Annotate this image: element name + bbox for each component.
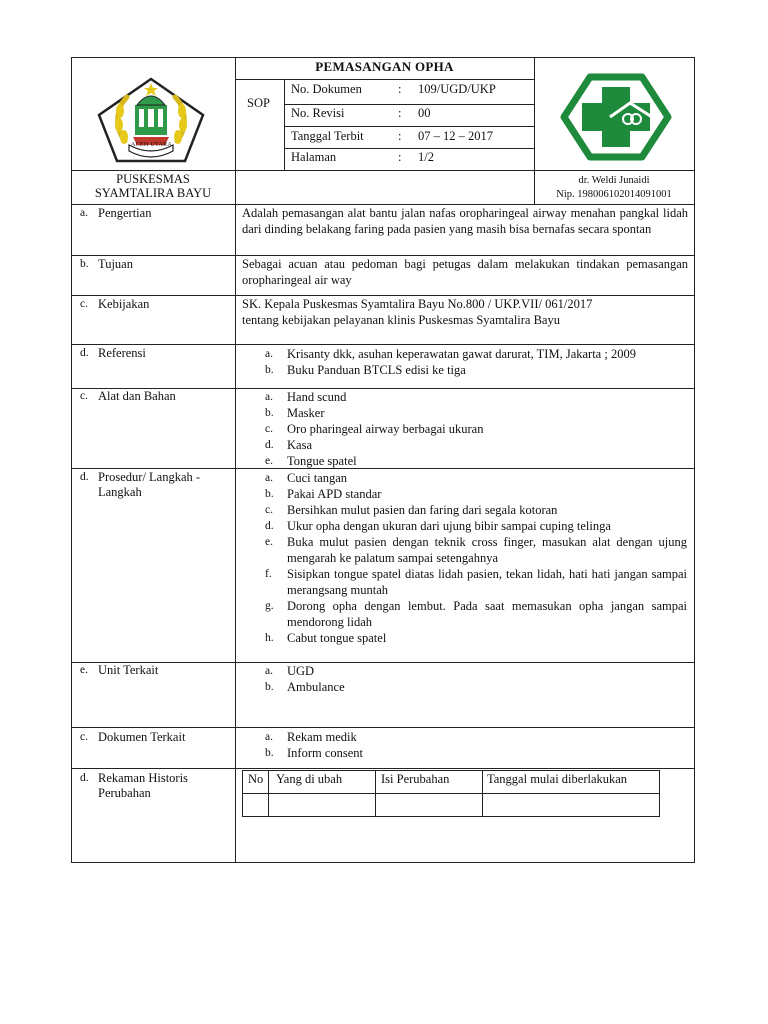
list-marker: g. (265, 600, 274, 612)
list-item (265, 405, 685, 421)
list-item (265, 745, 685, 761)
list-text: Kasa (287, 438, 312, 452)
list-text: Pakai APD standar (287, 487, 382, 501)
list-item (265, 502, 687, 518)
list-text: Sisipkan tongue spatel diatas lidah pasien, tekan lidah, hati hati jangan sampai merangsang muntah (287, 567, 687, 597)
section-label-kebijakan: Kebijakan (98, 297, 150, 311)
field-colon: : (398, 129, 402, 143)
sop-label: SOP (247, 96, 270, 110)
field-label-no-dokumen: No. Dokumen (291, 82, 362, 96)
list-item (265, 663, 685, 679)
referensi-list (265, 346, 685, 378)
field-label-no-revisi: No. Revisi (291, 106, 345, 120)
list-text: Rekam medik (287, 730, 357, 744)
list-marker: a. (265, 472, 273, 484)
puskesmas-logo (560, 73, 672, 161)
list-text: Dorong opha dengan lembut. Pada saat memasukan opha jangan sampai mendorong lidah (287, 599, 687, 629)
list-text: Krisanty dkk, asuhan keperawatan gawat darurat, TIM, Jakarta ; 2009 (287, 347, 636, 361)
kebijakan-line2: tentang kebijakan pelayanan klinis Puskesmas Syamtalira Bayu (242, 313, 560, 327)
section-marker: a. (80, 207, 88, 219)
list-item (265, 486, 687, 502)
list-text: Oro pharingeal airway berbagai ukuran (287, 422, 484, 436)
table-header-tanggal: Tanggal mulai diberlakukan (487, 772, 628, 786)
list-marker: b. (265, 364, 274, 376)
list-marker: f. (265, 568, 272, 580)
field-value-no-revisi: 00 (418, 106, 431, 120)
list-item (265, 389, 685, 405)
list-text: Inform consent (287, 746, 364, 760)
field-value-no-dokumen: 109/UGD/UKP (418, 82, 496, 96)
list-marker: a. (265, 665, 273, 677)
list-marker: d. (265, 520, 274, 532)
list-item (265, 346, 685, 362)
org-name-line2: SYAMTALIRA BAYU (94, 186, 212, 200)
list-marker: a. (265, 348, 273, 360)
section-label-dokumen-terkait: Dokumen Terkait (98, 730, 186, 744)
prosedur-list (265, 470, 687, 646)
tujuan-text: Sebagai acuan atau pedoman bagi petugas dalam melakukan tindakan pemasangan oropharingeal air way (242, 257, 688, 287)
field-colon: : (398, 150, 402, 164)
table-header-isi-perubahan: Isi Perubahan (381, 772, 450, 786)
section-label-unit-terkait: Unit Terkait (98, 663, 159, 677)
list-text: Ambulance (287, 680, 345, 694)
section-marker: c. (80, 390, 88, 402)
list-marker: b. (265, 488, 274, 500)
list-marker: e. (265, 536, 273, 548)
signatory-nip: Nip. 198006102014091001 (556, 189, 672, 200)
list-text: Hand scund (287, 390, 347, 404)
list-text: Cuci tangan (287, 471, 348, 485)
list-item (265, 421, 685, 437)
section-label-pengertian: Pengertian (98, 206, 152, 220)
list-text: Cabut tongue spatel (287, 631, 387, 645)
list-text: Bersihkan mulut pasien dan faring dari segala kotoran (287, 503, 558, 517)
list-item (265, 729, 685, 745)
list-text: Masker (287, 406, 325, 420)
field-value-halaman: 1/2 (418, 150, 434, 164)
section-label-referensi: Referensi (98, 346, 146, 360)
document-title: PEMASANGAN OPHA (315, 59, 454, 74)
list-marker: c. (265, 423, 273, 435)
table-header-yang-diubah: Yang di ubah (276, 772, 343, 786)
section-label-alat-dan-bahan: Alat dan Bahan (98, 389, 176, 403)
org-name-line1: PUSKESMAS (116, 172, 190, 186)
list-text: UGD (287, 664, 315, 678)
section-label-tujuan: Tujuan (98, 257, 133, 271)
list-item (265, 598, 687, 630)
aceh-utara-emblem (93, 75, 209, 165)
signatory-name: dr. Weldi Junaidi (578, 175, 650, 186)
list-marker: b. (265, 747, 274, 759)
list-item (265, 362, 685, 378)
list-item (265, 566, 687, 598)
list-marker: a. (265, 731, 273, 743)
field-colon: : (398, 82, 402, 96)
list-text: Ukur opha dengan ukuran dari ujung bibir sampai cuping telinga (287, 519, 611, 533)
section-marker: d. (80, 471, 89, 483)
field-value-tanggal-terbit: 07 – 12 – 2017 (418, 129, 493, 143)
dokumen-terkait-list (265, 729, 685, 761)
list-text: Buku Panduan BTCLS edisi ke tiga (287, 363, 466, 377)
field-colon: : (398, 106, 402, 120)
list-item (265, 630, 687, 646)
emblem-banner-text: ACEH UTARA (131, 142, 173, 148)
alat-list (265, 389, 685, 469)
list-marker: a. (265, 391, 273, 403)
pengertian-text: Adalah pemasangan alat bantu jalan nafas oropharingeal airway menahan pangkal lidah dari dinding belakang faring pada pasien yang masih bisa bernafas secara spontan (242, 206, 688, 236)
section-marker: c. (80, 731, 88, 743)
list-item (265, 679, 685, 695)
list-marker: b. (265, 681, 274, 693)
section-marker: e. (80, 664, 88, 676)
list-item (265, 453, 685, 469)
list-item (265, 518, 687, 534)
list-text: Tongue spatel (287, 454, 357, 468)
list-text: Buka mulut pasien dengan teknik cross finger, masukan alat dengan ujung mengarah ke palatum sampai setengahnya (287, 535, 687, 565)
list-marker: c. (265, 504, 273, 516)
section-marker: d. (80, 772, 89, 784)
kebijakan-line1: SK. Kepala Puskesmas Syamtalira Bayu No.800 / UKP.VII/ 061/2017 (242, 297, 593, 311)
field-label-tanggal-terbit: Tanggal Terbit (291, 129, 364, 143)
list-marker: b. (265, 407, 274, 419)
list-marker: e. (265, 455, 273, 467)
section-marker: b. (80, 258, 89, 270)
list-marker: d. (265, 439, 274, 451)
section-label-rekaman: Rekaman Historis Perubahan (98, 771, 188, 800)
unit-terkait-list (265, 663, 685, 695)
list-item (265, 437, 685, 453)
table-header-no: No (248, 772, 264, 786)
section-label-prosedur: Prosedur/ Langkah - Langkah (98, 470, 201, 499)
list-item (265, 534, 687, 566)
list-marker: h. (265, 632, 274, 644)
list-item (265, 470, 687, 486)
field-label-halaman: Halaman (291, 150, 337, 164)
section-marker: c. (80, 298, 88, 310)
section-marker: d. (80, 347, 89, 359)
